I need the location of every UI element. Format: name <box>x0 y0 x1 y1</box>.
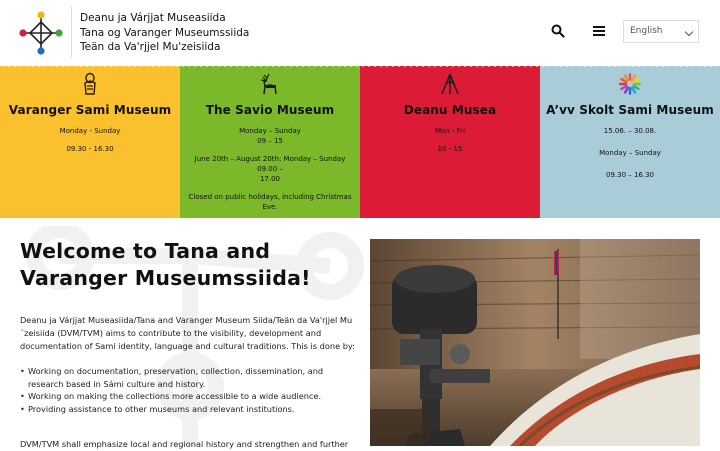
intro-paragraph: Deanu ja Várjjat Museasiida/Tana and Varanger Museum Siida/Teän da Va'rjjel Mu´zeisiida (DVM/TVM) aims to contribute to the visibility, development and documentation of Sami identity, language and cultural traditions. This is done by: <box>20 315 355 351</box>
museum-card-avv[interactable] <box>540 66 720 218</box>
goals-list <box>20 365 360 415</box>
hours-line: Closed on public holidays, including Christmas Eve. <box>188 193 352 211</box>
hours-line <box>8 136 172 144</box>
header-divider <box>71 6 72 58</box>
museum-card-deanu[interactable] <box>360 66 540 218</box>
hours-line: 09.30 – 16.30 <box>605 171 655 179</box>
tent-icon <box>438 72 462 96</box>
hours-line: 09 – 15 <box>257 137 283 145</box>
menu-icon[interactable] <box>592 24 606 38</box>
hours-line <box>548 136 712 148</box>
site-name-line: Tana og Varanger Museumssiida <box>80 26 250 39</box>
chevron-down-icon <box>685 28 693 36</box>
hours-line: 09.30 - 16.30 <box>66 145 114 153</box>
list-item: • Working on making the collections more accessible to a wide audience. <box>20 390 360 403</box>
museum-card-varanger[interactable] <box>0 66 180 218</box>
site-name-line: Deanu ja Várjjat Museasiida <box>80 12 226 24</box>
zigzag-edge <box>0 216 720 221</box>
hours-line <box>188 146 352 154</box>
site-name[interactable] <box>80 11 249 55</box>
museum-name: A’vv Skolt Sami Museum <box>546 103 714 117</box>
museum-name: Varanger Sami Museum <box>8 103 172 117</box>
hours-line: Monday – Sunday <box>599 149 661 157</box>
zigzag-edge <box>0 64 720 69</box>
museum-hours <box>368 126 532 154</box>
museum-hours <box>548 126 712 180</box>
language-value: English <box>630 26 663 36</box>
logo-icon[interactable] <box>18 10 64 56</box>
hours-line: 10 - 15 <box>437 145 463 153</box>
closing-paragraph: DVM/TVM shall emphasize local and regional history and strengthen and further <box>20 439 349 449</box>
title-line: Varanger Museumssiida! <box>20 266 311 290</box>
page-title <box>20 238 360 292</box>
language-select[interactable] <box>623 20 699 43</box>
museum-name: Deanu Musea <box>403 103 497 117</box>
reindeer-icon <box>258 72 282 96</box>
museum-card-savio[interactable] <box>180 66 360 218</box>
museum-panels <box>0 66 720 218</box>
museum-hours <box>188 126 352 212</box>
flower-icon <box>618 72 642 96</box>
hours-line: Monday - Sunday <box>59 127 121 135</box>
site-header <box>0 0 720 66</box>
hours-line <box>368 136 532 144</box>
museum-hours <box>8 126 172 154</box>
site-name-line: Teän da Va'rjjel Mu'zeisiida <box>80 41 221 53</box>
hours-line: June 20th – August 20th: Monday – Sunday 09.00 – <box>194 155 346 173</box>
sami-figure-icon <box>78 72 102 96</box>
hours-line: 17.00 <box>259 175 281 183</box>
list-item: • Working on documentation, preservation, collection, dissemination, and research based in Sámi culture and history. <box>20 365 360 390</box>
hours-line: 15.06. – 30.08. <box>603 127 657 135</box>
hours-line: Mon - Fri <box>434 127 466 135</box>
hours-line: Monday – Sunday <box>239 127 301 135</box>
hours-line <box>548 158 712 170</box>
list-item: • Providing assistance to other museums and relevant institutions. <box>20 403 360 416</box>
title-line: Welcome to Tana and <box>20 239 271 263</box>
museum-photo <box>370 239 700 446</box>
search-icon[interactable] <box>551 24 565 38</box>
museum-name: The Savio Museum <box>205 103 335 117</box>
hours-line <box>188 184 352 192</box>
